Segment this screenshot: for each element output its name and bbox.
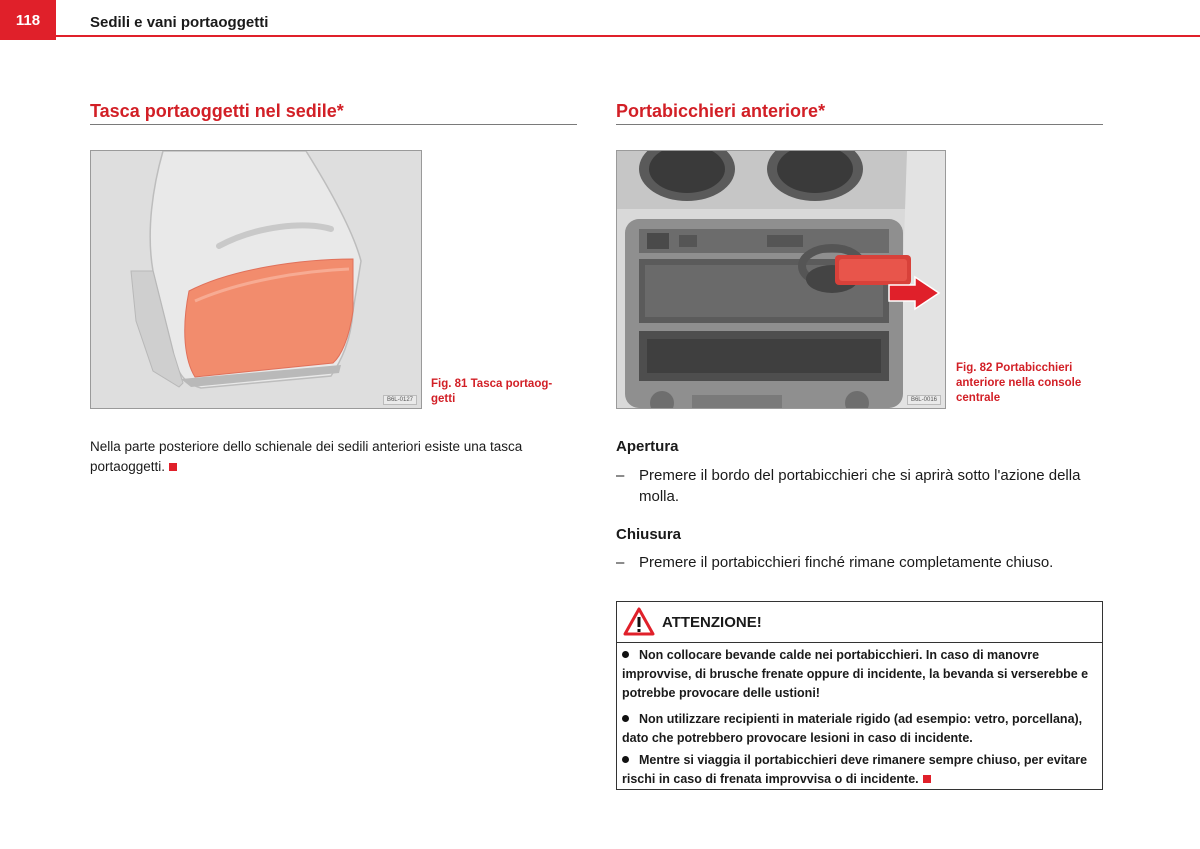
warning-title: ATTENZIONE! <box>662 614 762 631</box>
figure-seat-pocket <box>90 150 422 409</box>
subheading-closing: Chiusura <box>616 526 682 543</box>
figure-code: B6L-0016 <box>907 395 941 405</box>
end-of-section-mark <box>169 463 177 471</box>
page-number: 118 <box>0 0 56 40</box>
subheading-opening: Apertura <box>616 438 679 455</box>
warning-box <box>616 601 1103 790</box>
header-rule <box>56 35 1200 37</box>
section-rule <box>616 124 1103 125</box>
warning-triangle-icon <box>623 607 655 637</box>
step-text: Premere il portabicchieri finché rimane completamente chiuso. <box>639 554 1054 571</box>
paragraph-text: Nella parte posteriore dello schienale dei sedili anteriori esiste una tasca portaoggetti. <box>90 439 523 474</box>
warning-item-text: Mentre si viaggia il portabicchieri deve rimanere sempre chiuso, per evitare rischi in caso di frenata improvvisa o di incidente. <box>622 753 1088 786</box>
section-rule <box>90 124 577 125</box>
end-of-section-mark <box>923 775 931 783</box>
paragraph-seat-pocket <box>90 437 570 477</box>
bullet-dot <box>622 651 629 658</box>
step-dash: – <box>616 467 625 484</box>
figure-caption-81: Fig. 81 Tasca portaog- getti <box>431 378 553 405</box>
section-title-seat-pocket: Tasca portaoggetti nel sedile* <box>90 101 344 121</box>
figure-code: B6L-0127 <box>383 395 417 405</box>
section-title-cup-holder: Portabicchieri anteriore* <box>616 101 826 121</box>
console-illustration <box>617 151 945 408</box>
running-title: Sedili e vani portaoggetti <box>90 14 269 31</box>
warning-item <box>622 646 1092 703</box>
bullet-dot <box>622 756 629 763</box>
step-text: Premere il bordo del portabicchieri che si aprirà sotto l'azione della molla. <box>639 467 1081 505</box>
warning-item <box>622 710 1092 748</box>
figure-cup-holder <box>616 150 946 409</box>
warning-item <box>622 751 1092 789</box>
warning-item-text: Non collocare bevande calde nei portabicchieri. In caso di manovre improvvise, di brusche frenate oppure di incidente, la bevanda si verserebbe e potrebbe provocare delle ustioni! <box>622 648 1089 700</box>
step-dash: – <box>616 554 625 571</box>
step-closing <box>616 552 1101 573</box>
warning-header <box>617 602 1102 643</box>
figure-caption-82: Fig. 82 Portabicchieri anteriore nella console centrale <box>956 362 1082 404</box>
bullet-dot <box>622 715 629 722</box>
warning-item-text: Non utilizzare recipienti in materiale rigido (ad esempio: vetro, porcellana), dato che potrebbero provocare lesioni in caso di incidente. <box>622 712 1083 745</box>
step-opening <box>616 465 1101 507</box>
seat-back-illustration <box>91 151 421 408</box>
